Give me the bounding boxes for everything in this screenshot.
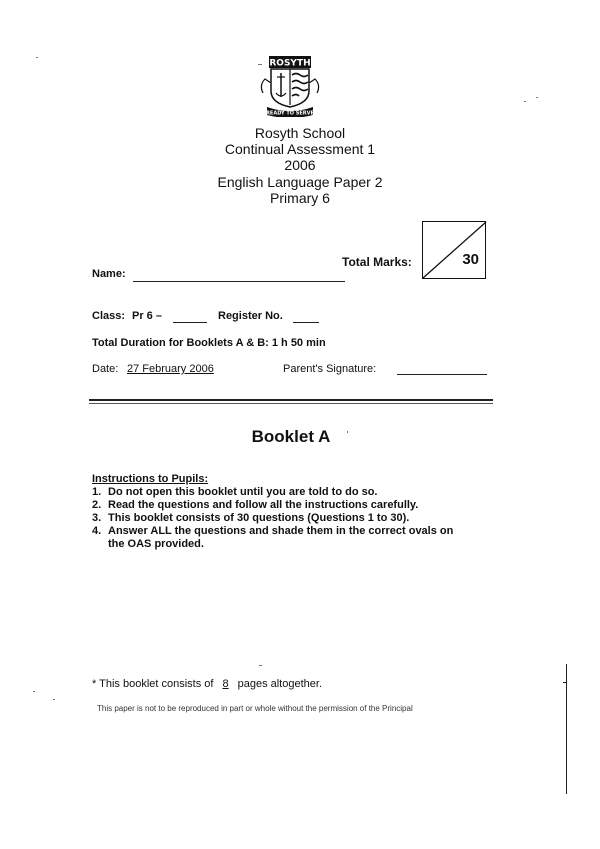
name-field[interactable]: [133, 281, 345, 282]
exam-level: Primary 6: [270, 190, 330, 206]
instruction-text: Read the questions and follow all the instructions carefully.: [108, 499, 419, 511]
scan-speck: [53, 699, 55, 700]
pages-count: 8: [222, 678, 229, 690]
crest-banner-text: ROSYTH: [269, 58, 311, 69]
crest-motto-text: READY TO SERVE: [266, 110, 314, 117]
scan-speck: [347, 431, 348, 433]
instruction-number: 2.: [92, 499, 102, 511]
exam-title: Continual Assessment 1: [224, 141, 376, 157]
name-label: Name:: [92, 268, 126, 280]
instruction-number: 1.: [92, 486, 102, 498]
booklet-title: Booklet A: [251, 427, 331, 446]
scan-speck: [259, 665, 262, 666]
instructions-heading: Instructions to Pupils:: [92, 473, 209, 485]
scan-speck: [524, 101, 526, 102]
scan-speck: [33, 691, 35, 692]
scan-speck: [536, 97, 538, 98]
duration-text: Total Duration for Booklets A & B: 1 h 50 min: [92, 337, 326, 349]
exam-paper: English Language Paper 2: [217, 174, 383, 190]
instruction-number: 3.: [92, 512, 102, 524]
instruction-item: [92, 499, 492, 512]
date-value: 27 February 2006: [127, 363, 214, 375]
signature-field[interactable]: [397, 374, 487, 375]
class-label: Class:: [92, 310, 126, 322]
total-marks-value: 30: [462, 251, 479, 268]
instruction-number: 4.: [92, 525, 102, 537]
scan-speck: [258, 64, 262, 65]
instruction-text: This booklet consists of 30 questions (Questions 1 to 30).: [108, 512, 410, 524]
date-label: Date:: [92, 363, 119, 375]
signature-label: Parent's Signature:: [283, 363, 377, 375]
instruction-text: Do not open this booklet until you are told to do so.: [108, 486, 378, 498]
class-field[interactable]: [173, 322, 207, 323]
school-crest: [255, 55, 325, 117]
register-label: Register No.: [218, 310, 283, 322]
instruction-text: Answer ALL the questions and shade them in the correct ovals on: [108, 525, 454, 537]
register-field[interactable]: [293, 322, 319, 323]
instruction-item: [92, 512, 492, 525]
instruction-item: [92, 486, 492, 499]
pages-note: [92, 678, 322, 690]
separator-rule: [89, 399, 493, 401]
copyright-notice: This paper is not to be reproduced in part or whole without the permission of the Principal: [97, 704, 413, 713]
scan-edge-tick: [563, 682, 567, 683]
pages-suffix: pages altogether.: [237, 678, 322, 690]
scan-edge-line: [566, 664, 567, 794]
instruction-item: [92, 525, 492, 551]
instruction-text-continued: the OAS provided.: [108, 538, 204, 550]
exam-year: 2006: [284, 157, 316, 173]
separator-rule-thin: [89, 403, 493, 404]
school-name: Rosyth School: [254, 125, 346, 141]
class-value: Pr 6 –: [132, 310, 162, 322]
total-marks-label: Total Marks:: [342, 255, 412, 269]
scan-speck: [36, 57, 38, 58]
total-marks-box: [422, 221, 486, 279]
pages-prefix: * This booklet consists of: [92, 678, 214, 690]
